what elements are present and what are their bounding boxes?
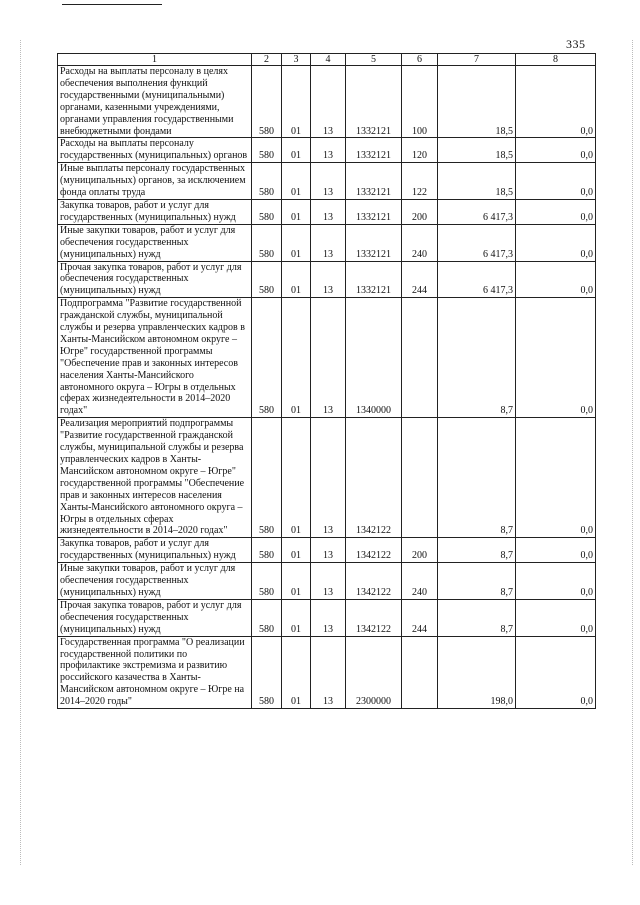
cell-c8: 0,0 — [516, 261, 596, 298]
cell-c2: 580 — [252, 163, 282, 200]
cell-c7: 198,0 — [438, 636, 516, 708]
cell-c7: 8,7 — [438, 599, 516, 636]
cell-c5: 1332121 — [346, 66, 402, 138]
cell-c4: 13 — [311, 261, 346, 298]
row-name-cell — [58, 599, 252, 636]
cell-c7: 8,7 — [438, 563, 516, 600]
cell-c4: 13 — [311, 563, 346, 600]
cell-c5: 1332121 — [346, 138, 402, 163]
cell-c2: 580 — [252, 599, 282, 636]
cell-c2: 580 — [252, 298, 282, 418]
cell-c6 — [402, 418, 438, 538]
cell-c8: 0,0 — [516, 138, 596, 163]
cell-c4: 13 — [311, 224, 346, 261]
cell-c3: 01 — [282, 563, 311, 600]
cell-c2: 580 — [252, 418, 282, 538]
cell-c7: 6 417,3 — [438, 224, 516, 261]
row-name-cell — [58, 138, 252, 163]
cell-c3: 01 — [282, 261, 311, 298]
row-name-cell — [58, 261, 252, 298]
row-name-cell — [58, 563, 252, 600]
cell-c5: 1332121 — [346, 261, 402, 298]
cell-c8: 0,0 — [516, 199, 596, 224]
cell-c8: 0,0 — [516, 66, 596, 138]
cell-c8: 0,0 — [516, 538, 596, 563]
cell-c8: 0,0 — [516, 418, 596, 538]
cell-c8: 0,0 — [516, 163, 596, 200]
row-name: Расходы на выплаты персоналу в целях обеспечения выполнения функций государственными (муниципальными) органами, казенными учреждениями, органами управления государственными внебюджетными фондами — [60, 66, 234, 137]
cell-c7: 6 417,3 — [438, 261, 516, 298]
row-name: Закупка товаров, работ и услуг для государственных (муниципальных) нужд — [60, 199, 236, 223]
cell-c8: 0,0 — [516, 224, 596, 261]
cell-c4: 13 — [311, 418, 346, 538]
cell-c2: 580 — [252, 66, 282, 138]
cell-c6: 122 — [402, 163, 438, 200]
cell-c3: 01 — [282, 224, 311, 261]
row-name: Прочая закупка товаров, работ и услуг для обеспечения государственных (муниципальных) нужд — [60, 599, 242, 635]
cell-c8: 0,0 — [516, 298, 596, 418]
row-name-cell — [58, 418, 252, 538]
cell-c3: 01 — [282, 138, 311, 163]
cell-c2: 580 — [252, 138, 282, 163]
scan-edge-right — [632, 40, 633, 865]
table-row — [58, 538, 596, 563]
cell-c3: 01 — [282, 418, 311, 538]
page-number: 335 — [566, 37, 586, 51]
cell-c4: 13 — [311, 163, 346, 200]
cell-c5: 2300000 — [346, 636, 402, 708]
header-cell-7: 7 — [438, 54, 516, 66]
cell-c5: 1332121 — [346, 199, 402, 224]
cell-c3: 01 — [282, 163, 311, 200]
cell-c6: 100 — [402, 66, 438, 138]
budget-table — [57, 53, 596, 709]
cell-c3: 01 — [282, 538, 311, 563]
table-row — [58, 599, 596, 636]
row-name: Иные выплаты персоналу государственных (муниципальных) органов, за исключением фонда оплаты труда — [60, 163, 246, 199]
table-row — [58, 298, 596, 418]
header-cell-5: 5 — [346, 54, 402, 66]
table-header-row — [58, 54, 596, 66]
cell-c4: 13 — [311, 636, 346, 708]
cell-c4: 13 — [311, 138, 346, 163]
table-row — [58, 224, 596, 261]
table-row — [58, 163, 596, 200]
header-cell-8: 8 — [516, 54, 596, 66]
row-name-cell — [58, 163, 252, 200]
cell-c6: 200 — [402, 199, 438, 224]
cell-c6: 120 — [402, 138, 438, 163]
table-row — [58, 66, 596, 138]
cell-c5: 1342122 — [346, 563, 402, 600]
cell-c4: 13 — [311, 538, 346, 563]
cell-c6: 244 — [402, 261, 438, 298]
cell-c5: 1342122 — [346, 538, 402, 563]
cell-c5: 1332121 — [346, 224, 402, 261]
cell-c5: 1342122 — [346, 418, 402, 538]
header-cell-1: 1 — [58, 54, 252, 66]
cell-c6: 244 — [402, 599, 438, 636]
cell-c6: 240 — [402, 563, 438, 600]
scan-edge-left — [20, 40, 21, 865]
cell-c6: 200 — [402, 538, 438, 563]
table-row — [58, 261, 596, 298]
row-name-cell — [58, 538, 252, 563]
cell-c4: 13 — [311, 599, 346, 636]
cell-c5: 1342122 — [346, 599, 402, 636]
row-name: Иные закупки товаров, работ и услуг для обеспечения государственных (муниципальных) нужд — [60, 563, 236, 598]
row-name: Иные закупки товаров, работ и услуг для обеспечения государственных (муниципальных) нужд — [60, 224, 236, 260]
cell-c3: 01 — [282, 636, 311, 708]
cell-c7: 18,5 — [438, 163, 516, 200]
header-cell-3: 3 — [282, 54, 311, 66]
top-rule — [62, 4, 162, 5]
cell-c4: 13 — [311, 199, 346, 224]
row-name-cell — [58, 636, 252, 708]
cell-c2: 580 — [252, 636, 282, 708]
cell-c6 — [402, 298, 438, 418]
row-name: Прочая закупка товаров, работ и услуг для обеспечения государственных (муниципальных) нужд — [60, 261, 242, 297]
cell-c8: 0,0 — [516, 563, 596, 600]
cell-c2: 580 — [252, 538, 282, 563]
table-row — [58, 199, 596, 224]
cell-c7: 8,7 — [438, 538, 516, 563]
row-name-cell — [58, 199, 252, 224]
cell-c8: 0,0 — [516, 636, 596, 708]
row-name: Подпрограмма "Развитие государственной гражданской службы, муниципальной службы и резерва управленческих кадров в Ханты-Мансийском автономном округе – Югре" государственной программы "Обеспечение прав и законных интересов населения Ханты-Мансийского автономного округа – Югры в отдельных сферах жизнедеятельности в 2014–2020 годах" — [60, 298, 245, 417]
cell-c3: 01 — [282, 599, 311, 636]
cell-c2: 580 — [252, 563, 282, 600]
cell-c8: 0,0 — [516, 599, 596, 636]
row-name: Закупка товаров, работ и услуг для государственных (муниципальных) нужд — [60, 538, 236, 562]
cell-c3: 01 — [282, 298, 311, 418]
table-row — [58, 563, 596, 600]
cell-c2: 580 — [252, 199, 282, 224]
table-row — [58, 138, 596, 163]
table-row — [58, 636, 596, 708]
row-name-cell — [58, 66, 252, 138]
cell-c7: 8,7 — [438, 298, 516, 418]
row-name: Государственная программа "О реализации государственной политики по профилактике экстремизма и развитию российского казачества в Ханты-Мансийском автономном округе – Югре на 2014–2020 годы" — [60, 636, 245, 708]
row-name-cell — [58, 298, 252, 418]
header-cell-2: 2 — [252, 54, 282, 66]
cell-c4: 13 — [311, 298, 346, 418]
cell-c7: 6 417,3 — [438, 199, 516, 224]
table-body — [58, 66, 596, 709]
cell-c7: 18,5 — [438, 138, 516, 163]
cell-c3: 01 — [282, 66, 311, 138]
table-row — [58, 418, 596, 538]
row-name: Расходы на выплаты персоналу государственных (муниципальных) органов — [60, 138, 248, 162]
cell-c7: 8,7 — [438, 418, 516, 538]
header-cell-4: 4 — [311, 54, 346, 66]
row-name: Реализация мероприятий подпрограммы "Развитие государственной гражданской службы, муниципальной службы и резерва управленческих кадров в Ханты-Мансийском автономном округе – Югре" государственной программы "Обеспечение прав и законных интересов населения Ханты-Мансийского автономного округа – Югры в отдельных сферах жизнедеятельности в 2014–2020 годах" — [60, 418, 245, 537]
cell-c7: 18,5 — [438, 66, 516, 138]
row-name-cell — [58, 224, 252, 261]
cell-c5: 1340000 — [346, 298, 402, 418]
cell-c4: 13 — [311, 66, 346, 138]
cell-c2: 580 — [252, 261, 282, 298]
cell-c2: 580 — [252, 224, 282, 261]
cell-c5: 1332121 — [346, 163, 402, 200]
cell-c6 — [402, 636, 438, 708]
header-cell-6: 6 — [402, 54, 438, 66]
cell-c6: 240 — [402, 224, 438, 261]
cell-c3: 01 — [282, 199, 311, 224]
